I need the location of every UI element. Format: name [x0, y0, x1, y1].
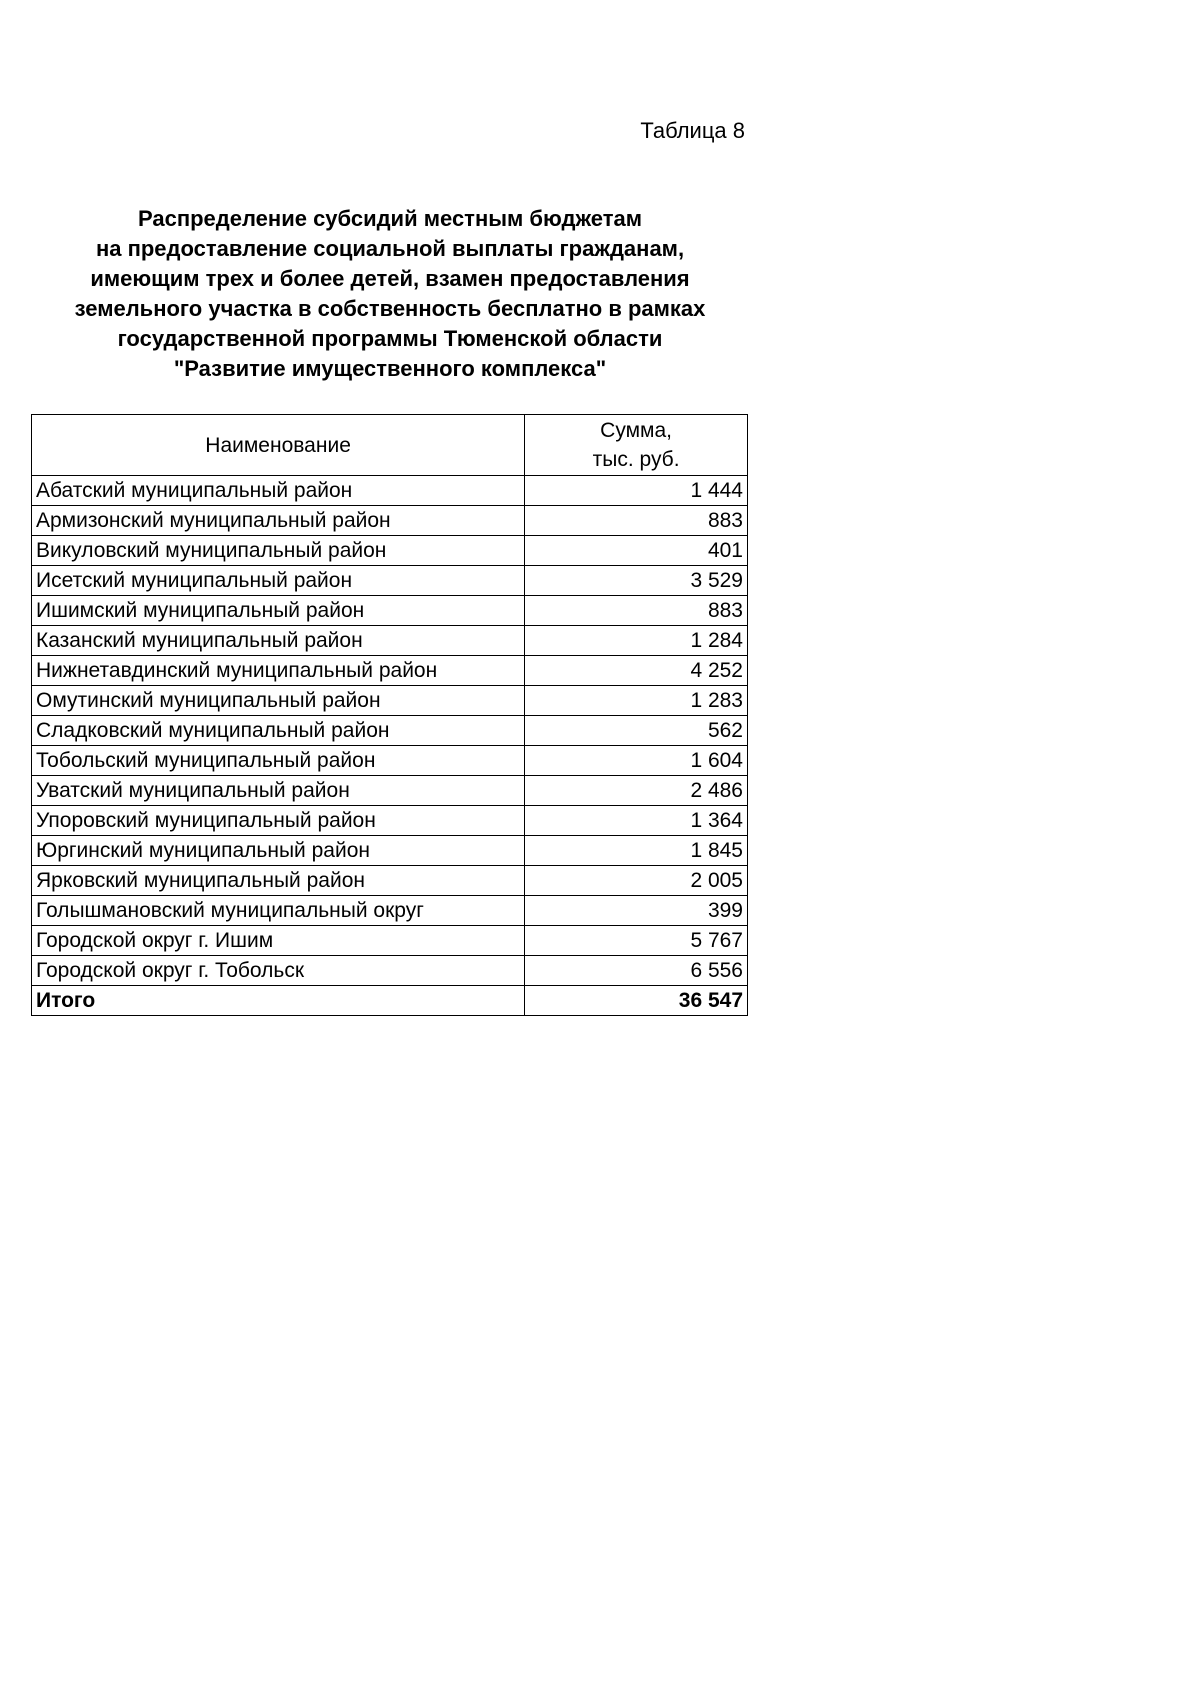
row-sum: 2 486: [525, 776, 748, 806]
table-row: [32, 626, 748, 656]
row-sum: 1 845: [525, 836, 748, 866]
row-name: Абатский муниципальный район: [32, 476, 525, 506]
document-title: [20, 204, 760, 384]
total-label: Итого: [32, 986, 525, 1016]
table-row: [32, 776, 748, 806]
row-name: Ярковский муниципальный район: [32, 866, 525, 896]
table-row: [32, 506, 748, 536]
row-sum: 1 364: [525, 806, 748, 836]
row-sum: 5 767: [525, 926, 748, 956]
table-number: Таблица 8: [640, 118, 745, 143]
row-name: Тобольский муниципальный район: [32, 746, 525, 776]
table-row: [32, 536, 748, 566]
row-name: Армизонский муниципальный район: [32, 506, 525, 536]
row-name: Исетский муниципальный район: [32, 566, 525, 596]
title-line: имеющим трех и более детей, взамен предоставления: [90, 266, 690, 291]
row-name: Ишимский муниципальный район: [32, 596, 525, 626]
title-line: земельного участка в собственность бесплатно в рамках: [74, 296, 706, 321]
table-row: [32, 926, 748, 956]
table-row: [32, 476, 748, 506]
table-row: [32, 566, 748, 596]
table-row: [32, 656, 748, 686]
row-name: Городской округ г. Ишим: [32, 926, 525, 956]
row-sum: 401: [525, 536, 748, 566]
table-row: [32, 836, 748, 866]
title-line: на предоставление социальной выплаты гражданам,: [95, 236, 685, 261]
header-sum-line2: тыс. руб.: [592, 448, 680, 471]
row-sum: 1 604: [525, 746, 748, 776]
row-sum: 1 283: [525, 686, 748, 716]
row-name: Упоровский муниципальный район: [32, 806, 525, 836]
title-line: Распределение субсидий местным бюджетам: [137, 206, 643, 231]
row-sum: 3 529: [525, 566, 748, 596]
subsidy-table: [31, 414, 748, 1016]
row-sum: 4 252: [525, 656, 748, 686]
total-row: [32, 986, 748, 1016]
row-name: Омутинский муниципальный район: [32, 686, 525, 716]
row-name: Нижнетавдинский муниципальный район: [32, 656, 525, 686]
header-sum: [525, 415, 748, 476]
table-header-row: [32, 415, 748, 476]
total-sum: 36 547: [525, 986, 748, 1016]
row-sum: 399: [525, 896, 748, 926]
header-name: Наименование: [32, 415, 525, 476]
row-name: Юргинский муниципальный район: [32, 836, 525, 866]
row-sum: 6 556: [525, 956, 748, 986]
table-row: [32, 746, 748, 776]
header-sum-line1: Сумма,: [600, 419, 672, 442]
row-sum: 1 284: [525, 626, 748, 656]
row-name: Казанский муниципальный район: [32, 626, 525, 656]
title-line: "Развитие имущественного комплекса": [173, 356, 607, 381]
row-sum: 562: [525, 716, 748, 746]
table-row: [32, 686, 748, 716]
table-row: [32, 716, 748, 746]
title-line: государственной программы Тюменской области: [117, 326, 663, 351]
row-name: Городской округ г. Тобольск: [32, 956, 525, 986]
table-row: [32, 866, 748, 896]
row-sum: 1 444: [525, 476, 748, 506]
table-body: [32, 476, 748, 1016]
row-name: Уватский муниципальный район: [32, 776, 525, 806]
table-row: [32, 806, 748, 836]
table-row: [32, 596, 748, 626]
row-name: Викуловский муниципальный район: [32, 536, 525, 566]
row-name: Голышмановский муниципальный округ: [32, 896, 525, 926]
row-sum: 883: [525, 596, 748, 626]
row-sum: 2 005: [525, 866, 748, 896]
table-row: [32, 896, 748, 926]
row-sum: 883: [525, 506, 748, 536]
table-row: [32, 956, 748, 986]
row-name: Сладковский муниципальный район: [32, 716, 525, 746]
